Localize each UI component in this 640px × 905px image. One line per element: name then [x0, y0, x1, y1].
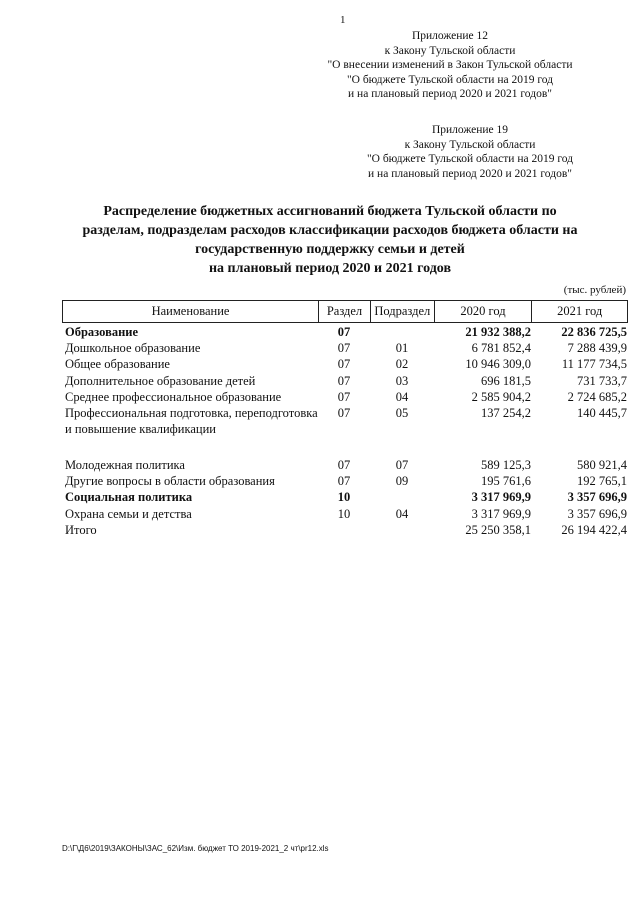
cell-name: Среднее профессиональное образование — [65, 389, 282, 404]
cell-section: 07 — [337, 341, 351, 356]
budget-table — [62, 300, 628, 538]
cell-2021: 580 921,4 — [577, 458, 627, 473]
cell-subsection: 01 — [395, 341, 409, 356]
table-row — [62, 389, 628, 405]
header-2021: 2021 год — [531, 301, 627, 322]
cell-section: 10 — [337, 490, 351, 505]
header-subsection: Подраздел — [370, 301, 434, 322]
cell-subsection: 09 — [395, 474, 409, 489]
appendix-12-line: "О бюджете Тульской области на 2019 год — [346, 73, 554, 86]
cell-subsection: 03 — [395, 373, 409, 388]
cell-name: Итого — [65, 522, 97, 537]
cell-2020: 10 946 309,0 — [465, 357, 531, 372]
cell-2020: 589 125,3 — [481, 458, 531, 473]
cell-2020: 2 585 904,2 — [471, 389, 531, 404]
cell-subsection: 05 — [395, 406, 409, 421]
cell-subsection — [370, 489, 434, 505]
appendix-19-header — [320, 123, 620, 181]
cell-section: 07 — [337, 389, 351, 404]
cell-name: Социальная политика — [65, 490, 193, 505]
cell-name: Дополнительное образование детей — [65, 373, 256, 388]
cell-2021: 11 177 734,5 — [561, 357, 627, 372]
cell-section: 07 — [337, 325, 351, 339]
cell-2021: 140 445,7 — [577, 406, 627, 421]
cell-2021: 3 357 696,9 — [567, 506, 627, 521]
cell-2020: 3 317 969,9 — [471, 506, 531, 521]
appendix-19-line: Приложение 19 — [431, 124, 509, 136]
cell-subsection — [370, 522, 434, 538]
cell-2020: 25 250 358,1 — [465, 522, 531, 537]
cell-section: 07 — [337, 357, 351, 372]
cell-2021: 7 288 439,9 — [567, 341, 627, 356]
header-name: Наименование — [151, 304, 230, 318]
cell-subsection: 04 — [395, 506, 409, 521]
header-section: Раздел — [318, 301, 370, 322]
cell-2020: 195 761,6 — [481, 474, 531, 489]
table-row — [62, 473, 628, 489]
cell-subsection — [370, 324, 434, 340]
cell-2020: 3 317 969,9 — [471, 490, 531, 505]
cell-name: Охрана семьи и детства — [65, 506, 192, 521]
table-row — [62, 457, 628, 473]
cell-2021: 26 194 422,4 — [561, 522, 627, 537]
title-line: государственную поддержку семьи и детей — [195, 242, 465, 257]
cell-section: 07 — [337, 458, 351, 473]
cell-section: 07 — [337, 474, 351, 489]
cell-subsection: 04 — [395, 389, 409, 404]
cell-2020: 696 181,5 — [481, 373, 531, 388]
cell-section — [318, 522, 370, 538]
title-line: Распределение бюджетных ассигнований бюджета Тульской области по — [103, 204, 557, 219]
cell-section: 07 — [337, 373, 351, 388]
cell-section: 10 — [337, 506, 351, 521]
cell-subsection: 02 — [395, 357, 409, 372]
file-path-footer: D:\Г\Д6\2019\ЗАКОНЫ\ЗАС_62\Изм. бюджет ТО 2019-2021_2 чт\pr12.xls — [62, 844, 329, 853]
appendix-12-line: Приложение 12 — [411, 30, 489, 42]
cell-2021: 2 724 685,2 — [567, 389, 627, 404]
page-number: 1 — [340, 14, 346, 26]
appendix-12-line: "О внесении изменений в Закон Тульской области — [327, 59, 573, 71]
table-body — [62, 324, 628, 538]
table-header — [62, 300, 628, 323]
table-row — [62, 522, 628, 538]
units-label: (тыс. рублей) — [563, 284, 626, 296]
cell-section: 07 — [337, 406, 351, 421]
title-line: разделам, подразделам расходов классификации расходов бюджета области на — [82, 223, 578, 238]
title-line: на плановый период 2020 и 2021 годов — [208, 261, 452, 276]
cell-name: Общее образование — [65, 357, 170, 372]
appendix-12-header — [300, 29, 600, 102]
table-row — [62, 356, 628, 372]
header-2020: 2020 год — [434, 301, 532, 322]
cell-name: Образование — [65, 325, 139, 339]
cell-2021: 731 733,7 — [577, 373, 627, 388]
cell-name: Другие вопросы в области образования — [65, 474, 275, 489]
document-title — [40, 202, 620, 278]
cell-2021: 22 836 725,5 — [561, 325, 627, 339]
cell-name: Дошкольное образование — [65, 341, 201, 356]
cell-name: Молодежная политика — [65, 458, 185, 473]
cell-2020: 137 254,2 — [481, 406, 531, 421]
appendix-19-line: к Закону Тульской области — [404, 138, 536, 151]
cell-2021: 3 357 696,9 — [567, 490, 627, 505]
appendix-19-line: и на плановый период 2020 и 2021 годов" — [368, 167, 572, 180]
appendix-12-line: и на плановый период 2020 и 2021 годов" — [348, 88, 552, 100]
table-row — [62, 340, 628, 356]
table-row — [62, 405, 628, 457]
cell-2020: 21 932 388,2 — [465, 325, 531, 339]
cell-2021: 192 765,1 — [577, 474, 627, 489]
table-row — [62, 373, 628, 389]
cell-2020: 6 781 852,4 — [471, 341, 531, 356]
appendix-19-line: "О бюджете Тульской области на 2019 год — [366, 153, 574, 165]
table-row — [62, 506, 628, 522]
appendix-12-line: к Закону Тульской области — [384, 44, 516, 57]
cell-name: Профессиональная подготовка, переподготовка и повышение квалификации — [65, 406, 318, 437]
table-row — [62, 324, 628, 340]
table-row — [62, 489, 628, 505]
cell-subsection: 07 — [395, 458, 409, 473]
